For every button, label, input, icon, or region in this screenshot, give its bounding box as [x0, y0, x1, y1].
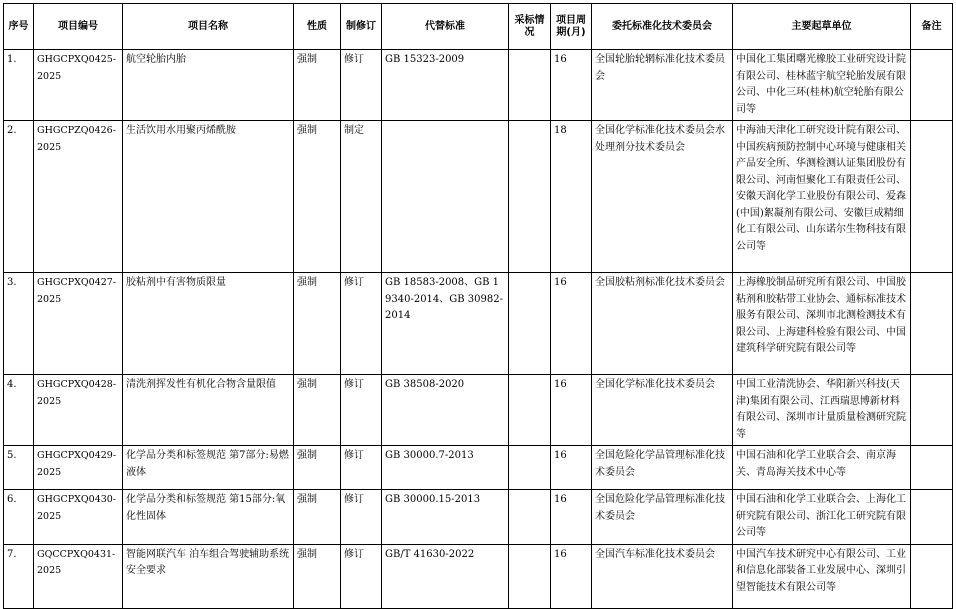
cell-remarks — [911, 446, 953, 490]
header-index: 序号 — [4, 4, 34, 50]
cell-adoption — [509, 544, 551, 608]
cell-project-name: 化学品分类和标签规范 第15部分:氧化性固体 — [123, 490, 294, 545]
header-replaced-standard: 代替标准 — [382, 4, 509, 50]
cell-remarks — [911, 121, 953, 273]
cell-nature: 强制 — [294, 490, 341, 545]
cell-replaced-standard: GB 15323-2009 — [382, 50, 509, 121]
cell-replaced-standard: GB 18583-2008、GB 19340-2014、GB 30982-2014 — [382, 273, 509, 375]
cell-drafters: 上海橡胶制品研究所有限公司、中国胶粘剂和胶粘带工业协会、通标标准技术服务有限公司、深圳市北测检测技术有限公司、上海建科检验有限公司、中国建筑科学研究院有限公司等 — [733, 273, 911, 375]
cell-project-code: GHGCPXQ0427-2025 — [34, 273, 123, 375]
header-committee: 委托标准化技术委员会 — [592, 4, 733, 50]
cell-committee: 全国汽车标准化技术委员会 — [592, 544, 733, 608]
header-row — [4, 4, 953, 50]
table-row — [4, 490, 953, 545]
cell-adoption — [509, 490, 551, 545]
table-row — [4, 50, 953, 121]
cell-period: 16 — [551, 446, 592, 490]
cell-committee: 全国危险化学品管理标准化技术委员会 — [592, 490, 733, 545]
cell-project-code: GHGCPXQ0428-2025 — [34, 375, 123, 446]
cell-remarks — [911, 375, 953, 446]
cell-revision: 修订 — [341, 544, 382, 608]
table-row — [4, 544, 953, 608]
cell-replaced-standard: GB 30000.7-2013 — [382, 446, 509, 490]
cell-replaced-standard: GB/T 41630-2022 — [382, 544, 509, 608]
cell-project-name: 化学品分类和标签规范 第7部分:易燃液体 — [123, 446, 294, 490]
cell-period: 16 — [551, 544, 592, 608]
cell-project-name: 航空轮胎内胎 — [123, 50, 294, 121]
cell-committee: 全国化学标准化技术委员会 — [592, 375, 733, 446]
cell-project-code: GQCCPXQ0431-2025 — [34, 544, 123, 608]
cell-index: 3. — [4, 273, 34, 375]
cell-drafters: 中国工业清洗协会、华阳新兴科技(天津)集团有限公司、江西瑞思博新材料有限公司、深圳市计量质量检测研究院等 — [733, 375, 911, 446]
cell-period: 16 — [551, 490, 592, 545]
cell-revision: 修订 — [341, 375, 382, 446]
cell-committee: 全国胶粘剂标准化技术委员会 — [592, 273, 733, 375]
cell-adoption — [509, 446, 551, 490]
header-project-code: 项目编号 — [34, 4, 123, 50]
table-row — [4, 273, 953, 375]
cell-revision: 修订 — [341, 273, 382, 375]
cell-adoption — [509, 273, 551, 375]
table-row — [4, 121, 953, 273]
cell-revision: 修订 — [341, 50, 382, 121]
cell-project-code: GHGCPXQ0429-2025 — [34, 446, 123, 490]
cell-period: 16 — [551, 273, 592, 375]
cell-project-name: 清洗剂挥发性有机化合物含量限值 — [123, 375, 294, 446]
cell-adoption — [509, 121, 551, 273]
cell-replaced-standard — [382, 121, 509, 273]
header-drafters: 主要起草单位 — [733, 4, 911, 50]
cell-drafters: 中国石油和化学工业联合会、南京海关、青岛海关技术中心等 — [733, 446, 911, 490]
cell-index: 1. — [4, 50, 34, 121]
cell-drafters: 中国化工集团曙光橡胶工业研究设计院有限公司、桂林蓝宇航空轮胎发展有限公司、中化三环(桂林)航空轮胎有限公司等 — [733, 50, 911, 121]
cell-index: 4. — [4, 375, 34, 446]
header-adoption: 采标情况 — [509, 4, 551, 50]
header-revision: 制修订 — [341, 4, 382, 50]
cell-project-code: GHGCPXQ0425-2025 — [34, 50, 123, 121]
cell-index: 2. — [4, 121, 34, 273]
cell-nature: 强制 — [294, 544, 341, 608]
cell-project-name: 生活饮用水用聚丙烯酰胺 — [123, 121, 294, 273]
cell-remarks — [911, 50, 953, 121]
cell-revision: 修订 — [341, 446, 382, 490]
cell-committee: 全国危险化学品管理标准化技术委员会 — [592, 446, 733, 490]
cell-index: 7. — [4, 544, 34, 608]
cell-committee: 全国轮胎轮辋标准化技术委员会 — [592, 50, 733, 121]
cell-index: 6. — [4, 490, 34, 545]
cell-nature: 强制 — [294, 273, 341, 375]
cell-period: 18 — [551, 121, 592, 273]
cell-nature: 强制 — [294, 375, 341, 446]
header-project-name: 项目名称 — [123, 4, 294, 50]
cell-drafters: 中海油天津化工研究设计院有限公司、中国疾病预防控制中心环境与健康相关产品安全所、华测检测认证集团股份有限公司、河南恒聚化工有限责任公司、安徽天润化学工业股份有限公司、爱森(中国)絮凝剂有限公司、安徽巨成精细化工有限公司、山东诺尔生物科技有限公司等 — [733, 121, 911, 273]
cell-replaced-standard: GB 38508-2020 — [382, 375, 509, 446]
cell-project-name: 智能网联汽车 泊车组合驾驶辅助系统安全要求 — [123, 544, 294, 608]
cell-project-name: 胶粘剂中有害物质限量 — [123, 273, 294, 375]
cell-project-code: GHGCPZQ0426-2025 — [34, 121, 123, 273]
header-period: 项目周期(月) — [551, 4, 592, 50]
cell-nature: 强制 — [294, 121, 341, 273]
cell-period: 16 — [551, 50, 592, 121]
cell-replaced-standard: GB 30000.15-2013 — [382, 490, 509, 545]
cell-drafters: 中国汽车技术研究中心有限公司、工业和信息化部装备工业发展中心、深圳引望智能技术有限公司等 — [733, 544, 911, 608]
cell-revision: 制定 — [341, 121, 382, 273]
cell-nature: 强制 — [294, 50, 341, 121]
cell-adoption — [509, 375, 551, 446]
cell-project-code: GHGCPXQ0430-2025 — [34, 490, 123, 545]
cell-remarks — [911, 273, 953, 375]
cell-committee: 全国化学标准化技术委员会水处理剂分技术委员会 — [592, 121, 733, 273]
standards-project-table — [3, 3, 953, 609]
cell-remarks — [911, 490, 953, 545]
cell-adoption — [509, 50, 551, 121]
cell-remarks — [911, 544, 953, 608]
cell-nature: 强制 — [294, 446, 341, 490]
table-row — [4, 446, 953, 490]
header-nature: 性质 — [294, 4, 341, 50]
cell-drafters: 中国石油和化学工业联合会、上海化工研究院有限公司、浙江化工研究院有限公司等 — [733, 490, 911, 545]
header-remarks: 备注 — [911, 4, 953, 50]
cell-revision: 修订 — [341, 490, 382, 545]
cell-index: 5. — [4, 446, 34, 490]
cell-period: 16 — [551, 375, 592, 446]
table-row — [4, 375, 953, 446]
